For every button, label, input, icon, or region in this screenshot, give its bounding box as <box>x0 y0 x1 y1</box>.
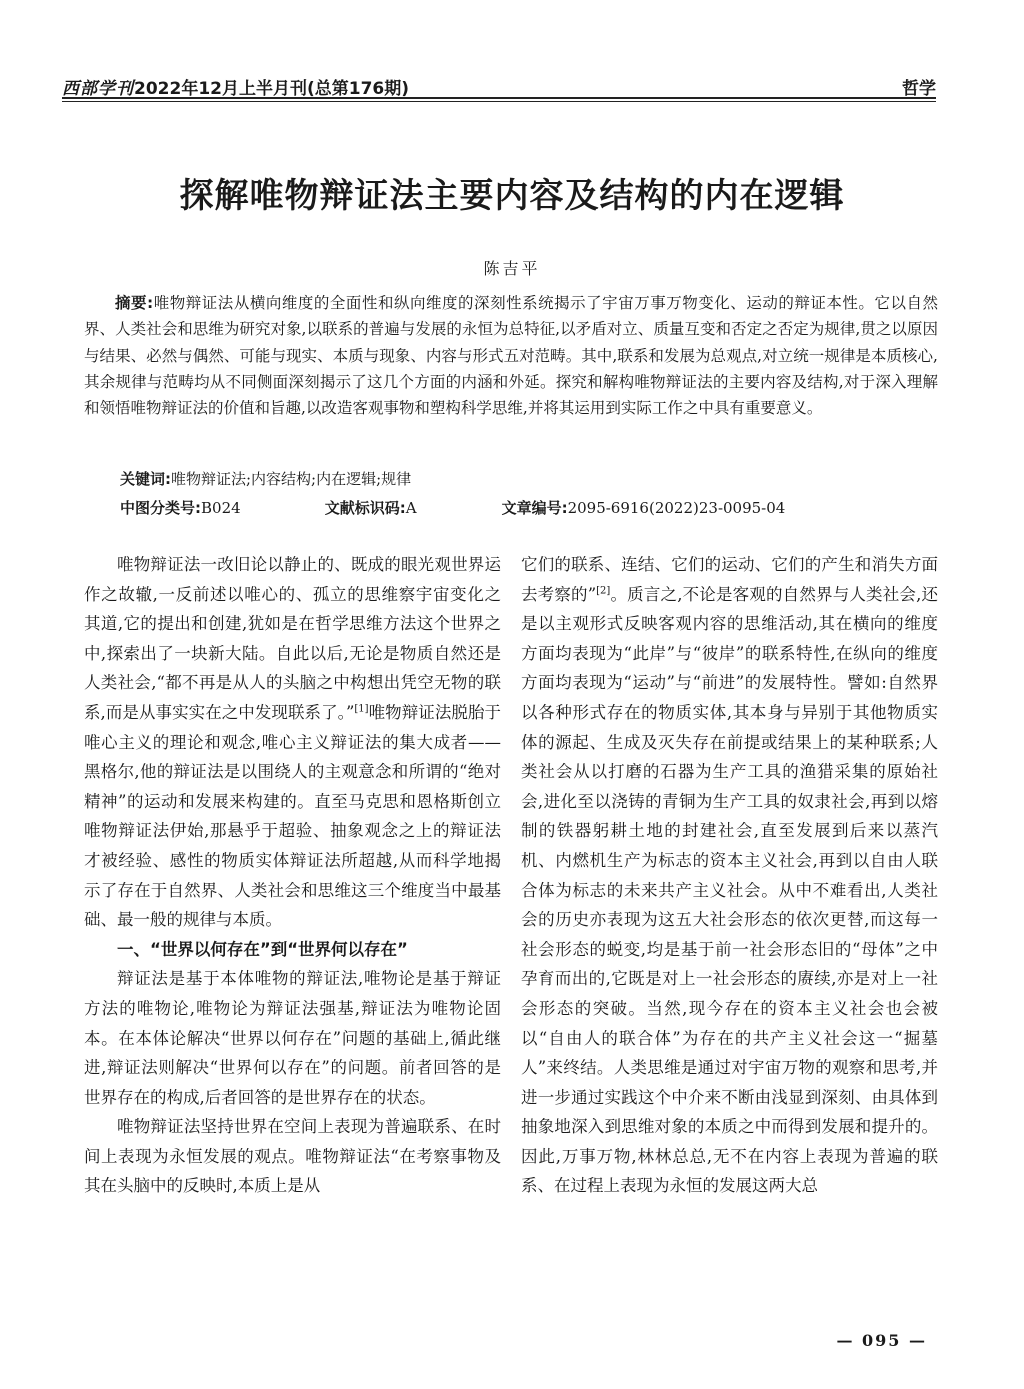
abstract-text: 唯物辩证法从横向维度的全面性和纵向维度的深刻性系统揭示了宇宙万事万物变化、运动的辩证本性。它以自然界、人类社会和思维为研究对象,以联系的普遍与发展的永恒为总特征,以矛盾对立、质量互变和否定之否定为规律,贯之以原因与结果、必然与偶然、可能与现实、本质与现象、内容与形式五对范畴。其中,联系和发展为总观点,对立统一规律是本质核心,其余规律与范畴均从不同侧面深刻揭示了这几个方面的内涵和外延。探究和解构唯物辩证法的主要内容及结构,对于深入理解和领悟唯物辩证法的价值和旨趣,以改造客观事物和塑构科学思维,并将其运用到实际工作之中具有重要意义。 <box>84 294 938 418</box>
body-column-left <box>84 550 501 1201</box>
abstract-label: 摘要: <box>115 294 154 312</box>
paragraph-text: 它们的联系、连结、它们的运动、它们的产生和消失方面去考察的” <box>521 555 938 604</box>
article-author: 陈吉平 <box>483 259 541 278</box>
body-paragraph <box>521 550 938 1201</box>
citation-ref: [1] <box>354 703 369 715</box>
keywords-text: 唯物辩证法;内容结构;内在逻辑;规律 <box>171 470 412 488</box>
header-rule-thin <box>62 101 936 102</box>
article-no-value: 2095-6916(2022)23-0095-04 <box>567 499 786 517</box>
paragraph-text: 。质言之,不论是客观的自然界与人类社会,还是以主观形式反映客观内容的思维活动,其在横向的维度方面均表现为“此岸”与“彼岸”的联系特性,在纵向的维度方面均表现为“运动”与“前进”的发展特性。譬如:自然界以各种形式存在的物质实体,其本身与异别于其他物质实体的源起、生成及灭失存在前提或结果上的某种联系;人类社会从以打磨的石器为生产工具的渔猎采集的原始社会,进化至以浇铸的青铜为生产工具的奴隶社会,再到以熔制的铁器躬耕土地的封建社会,直至发展到后来以蒸汽机、内燃机生产为标志的资本主义社会,再到以自由人联合体为标志的未来共产主义社会。从中不难看出,人类社会的历史亦表现为这五大社会形态的依次更替,而这每一社会形态的蜕变,均是基于前一社会形态旧的“母体”之中孕育而出的,它既是对上一社会形态的赓续,亦是对上一社会形态的突破。当然,现今存在的资本主义社会也会被以“自由人的联合体”为存在的共产主义社会这一“掘墓人”来终结。人类思维是通过对宇宙万物的观察和思考,并进一步通过实践这个中介来不断由浅显到深刻、由具体到抽象地深入到思维对象的本质之中而得到发展和提升的。因此,万事万物,林林总总,无不在内容上表现为普遍的联系、在过程上表现为永恒的发展这两大总 <box>521 584 938 1196</box>
page-number: — 095 — <box>836 1331 927 1350</box>
article-no-item <box>502 495 786 521</box>
section-heading: 一、“世界以何存在”到“世界何以存在” <box>117 939 408 959</box>
clc-label: 中图分类号: <box>120 499 201 517</box>
body-paragraph <box>84 550 501 935</box>
issue-label: 2022年12月上半月刊(总第176期) <box>134 79 409 99</box>
body-column-right <box>521 550 938 1201</box>
journal-logo: 西部学刊 <box>62 79 134 99</box>
doc-code-item <box>325 495 497 521</box>
keywords-label: 关键词: <box>120 470 171 488</box>
running-header <box>62 70 936 100</box>
body-paragraph: 辩证法是基于本体唯物的辩证法,唯物论是基于辩证方法的唯物论,唯物论为辩证法强基,辩证法为唯物论固本。在本体论解决“世界以何存在”问题的基础上,循此继进,辩证法则解决“世界何以存在”的问题。前者回答的是世界存在的构成,后者回答的是世界存在的状态。 <box>84 969 501 1107</box>
clc-value: B024 <box>201 499 241 517</box>
journal-issue <box>62 74 409 99</box>
section-label: 哲学 <box>902 79 936 99</box>
body-paragraph: 唯物辩证法坚持世界在空间上表现为普遍联系、在时间上表现为永恒发展的观点。唯物辩证法“在考察事物及其在头脑中的反映时,本质上是从 <box>84 1117 501 1196</box>
clc-item <box>120 495 320 521</box>
paragraph-text: 唯物辩证法一改旧论以静止的、既成的眼光观世界运作之故辙,一反前述以唯心的、孤立的思维察宇宙变化之其道,它的提出和创建,犹如是在哲学思维方法这个世界之中,探索出了一块新大陆。自此以后,无论是物质自然还是人类社会,“都不再是从人的头脑之中构想出凭空无物的联系,而是从事实实在之中发现联系了。” <box>84 555 501 722</box>
doc-code-value: A <box>405 499 417 517</box>
article-no-label: 文章编号: <box>501 499 568 517</box>
classification-line <box>120 495 940 521</box>
keywords <box>120 466 411 492</box>
header-rule <box>62 97 936 99</box>
citation-ref: [2] <box>596 585 611 597</box>
abstract <box>84 290 938 421</box>
doc-code-label: 文献标识码: <box>324 499 406 517</box>
article-title: 探解唯物辩证法主要内容及结构的内在逻辑 <box>179 176 845 216</box>
paragraph-text: 唯物辩证法脱胎于唯心主义的理论和观念,唯心主义辩证法的集大成者——黑格尔,他的辩证法是以围绕人的主观意念和所谓的“绝对精神”的运动和发展来构建的。直至马克思和恩格斯创立唯物辩证法伊始,那悬乎于超验、抽象观念之上的辩证法才被经验、感性的物质实体辩证法所超越,从而科学地揭示了存在于自然界、人类社会和思维这三个维度当中最基础、最一般的规律与本质。 <box>84 702 502 930</box>
